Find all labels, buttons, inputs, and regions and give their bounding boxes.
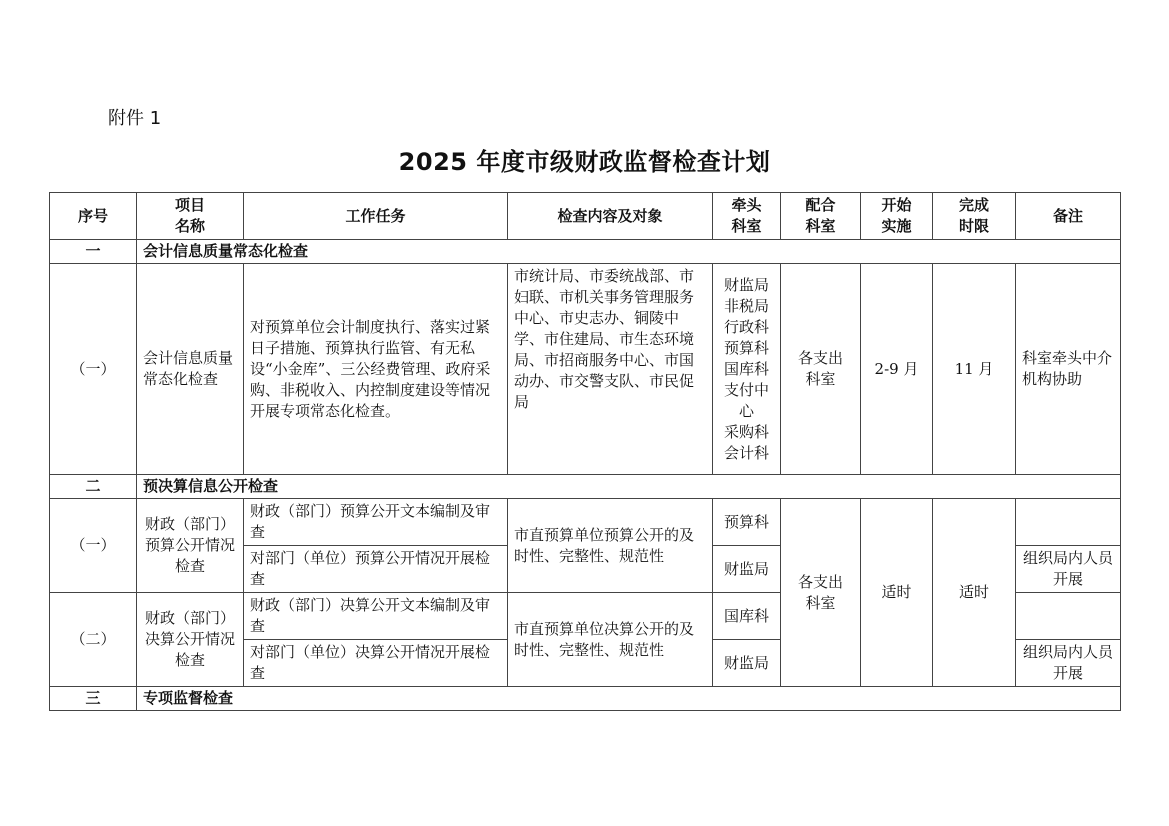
table-row xyxy=(50,499,1121,546)
header-item: 项目 名称 xyxy=(137,193,244,240)
section-row xyxy=(50,687,1121,711)
row-seq: （一） xyxy=(50,264,137,475)
header-seq: 序号 xyxy=(50,193,137,240)
header-row xyxy=(50,193,1121,240)
section-label: 预决算信息公开检查 xyxy=(137,475,1121,499)
row-task: 财政（部门）决算公开文本编制及审查 xyxy=(244,593,508,640)
row-task: 对预算单位会计制度执行、落实过紧日子措施、预算执行监管、有无私设“小金库”、三公经费管理、政府采购、非税收入、内控制度建设等情况开展专项常态化检查。 xyxy=(244,264,508,475)
row-start: 2-9 月 xyxy=(861,264,933,475)
row-note xyxy=(1016,593,1121,640)
row-note: 组织局内人员开展 xyxy=(1016,546,1121,593)
row-task: 对部门（单位）决算公开情况开展检查 xyxy=(244,640,508,687)
row-lead: 国库科 xyxy=(713,593,781,640)
row-coop: 各支出 科室 xyxy=(781,499,861,687)
row-lead: 财监局 xyxy=(713,546,781,593)
section-label: 专项监督检查 xyxy=(137,687,1121,711)
row-coop: 各支出 科室 xyxy=(781,264,861,475)
header-note: 备注 xyxy=(1016,193,1121,240)
row-lead: 财监局 非税局 行政科 预算科 国库科 支付中 心 采购科 会计科 xyxy=(713,264,781,475)
section-row xyxy=(50,475,1121,499)
header-scope: 检查内容及对象 xyxy=(508,193,713,240)
row-note: 科室牵头中介机构协助 xyxy=(1016,264,1121,475)
header-lead: 牵头 科室 xyxy=(713,193,781,240)
row-item: 会计信息质量常态化检查 xyxy=(137,264,244,475)
row-seq: （二） xyxy=(50,593,137,687)
section-number: 一 xyxy=(50,240,137,264)
header-task: 工作任务 xyxy=(244,193,508,240)
section-number: 二 xyxy=(50,475,137,499)
row-lead: 预算科 xyxy=(713,499,781,546)
row-note: 组织局内人员开展 xyxy=(1016,640,1121,687)
row-task: 财政（部门）预算公开文本编制及审查 xyxy=(244,499,508,546)
row-note xyxy=(1016,499,1121,546)
row-item: 财政（部门）决算公开情况检查 xyxy=(137,593,244,687)
row-lead: 财监局 xyxy=(713,640,781,687)
section-label: 会计信息质量常态化检查 xyxy=(137,240,1121,264)
document-title: 2025 年度市级财政监督检查计划 xyxy=(398,148,771,176)
header-start: 开始 实施 xyxy=(861,193,933,240)
header-coop: 配合 科室 xyxy=(781,193,861,240)
table-row xyxy=(50,264,1121,475)
row-item: 财政（部门）预算公开情况检查 xyxy=(137,499,244,593)
row-start: 适时 xyxy=(861,499,933,687)
row-seq: （一） xyxy=(50,499,137,593)
row-scope: 市直预算单位决算公开的及时性、完整性、规范性 xyxy=(508,593,713,687)
header-finish: 完成 时限 xyxy=(933,193,1016,240)
section-row xyxy=(50,240,1121,264)
attachment-label: 附件 1 xyxy=(108,108,162,129)
inspection-plan-table xyxy=(49,192,1121,711)
row-scope: 市直预算单位预算公开的及时性、完整性、规范性 xyxy=(508,499,713,593)
row-finish: 适时 xyxy=(933,499,1016,687)
row-scope: 市统计局、市委统战部、市妇联、市机关事务管理服务中心、市史志办、铜陵中学、市住建局、市生态环境局、市招商服务中心、市国动办、市交警支队、市民促局 xyxy=(508,264,713,475)
row-task: 对部门（单位）预算公开情况开展检查 xyxy=(244,546,508,593)
row-finish: 11 月 xyxy=(933,264,1016,475)
section-number: 三 xyxy=(50,687,137,711)
